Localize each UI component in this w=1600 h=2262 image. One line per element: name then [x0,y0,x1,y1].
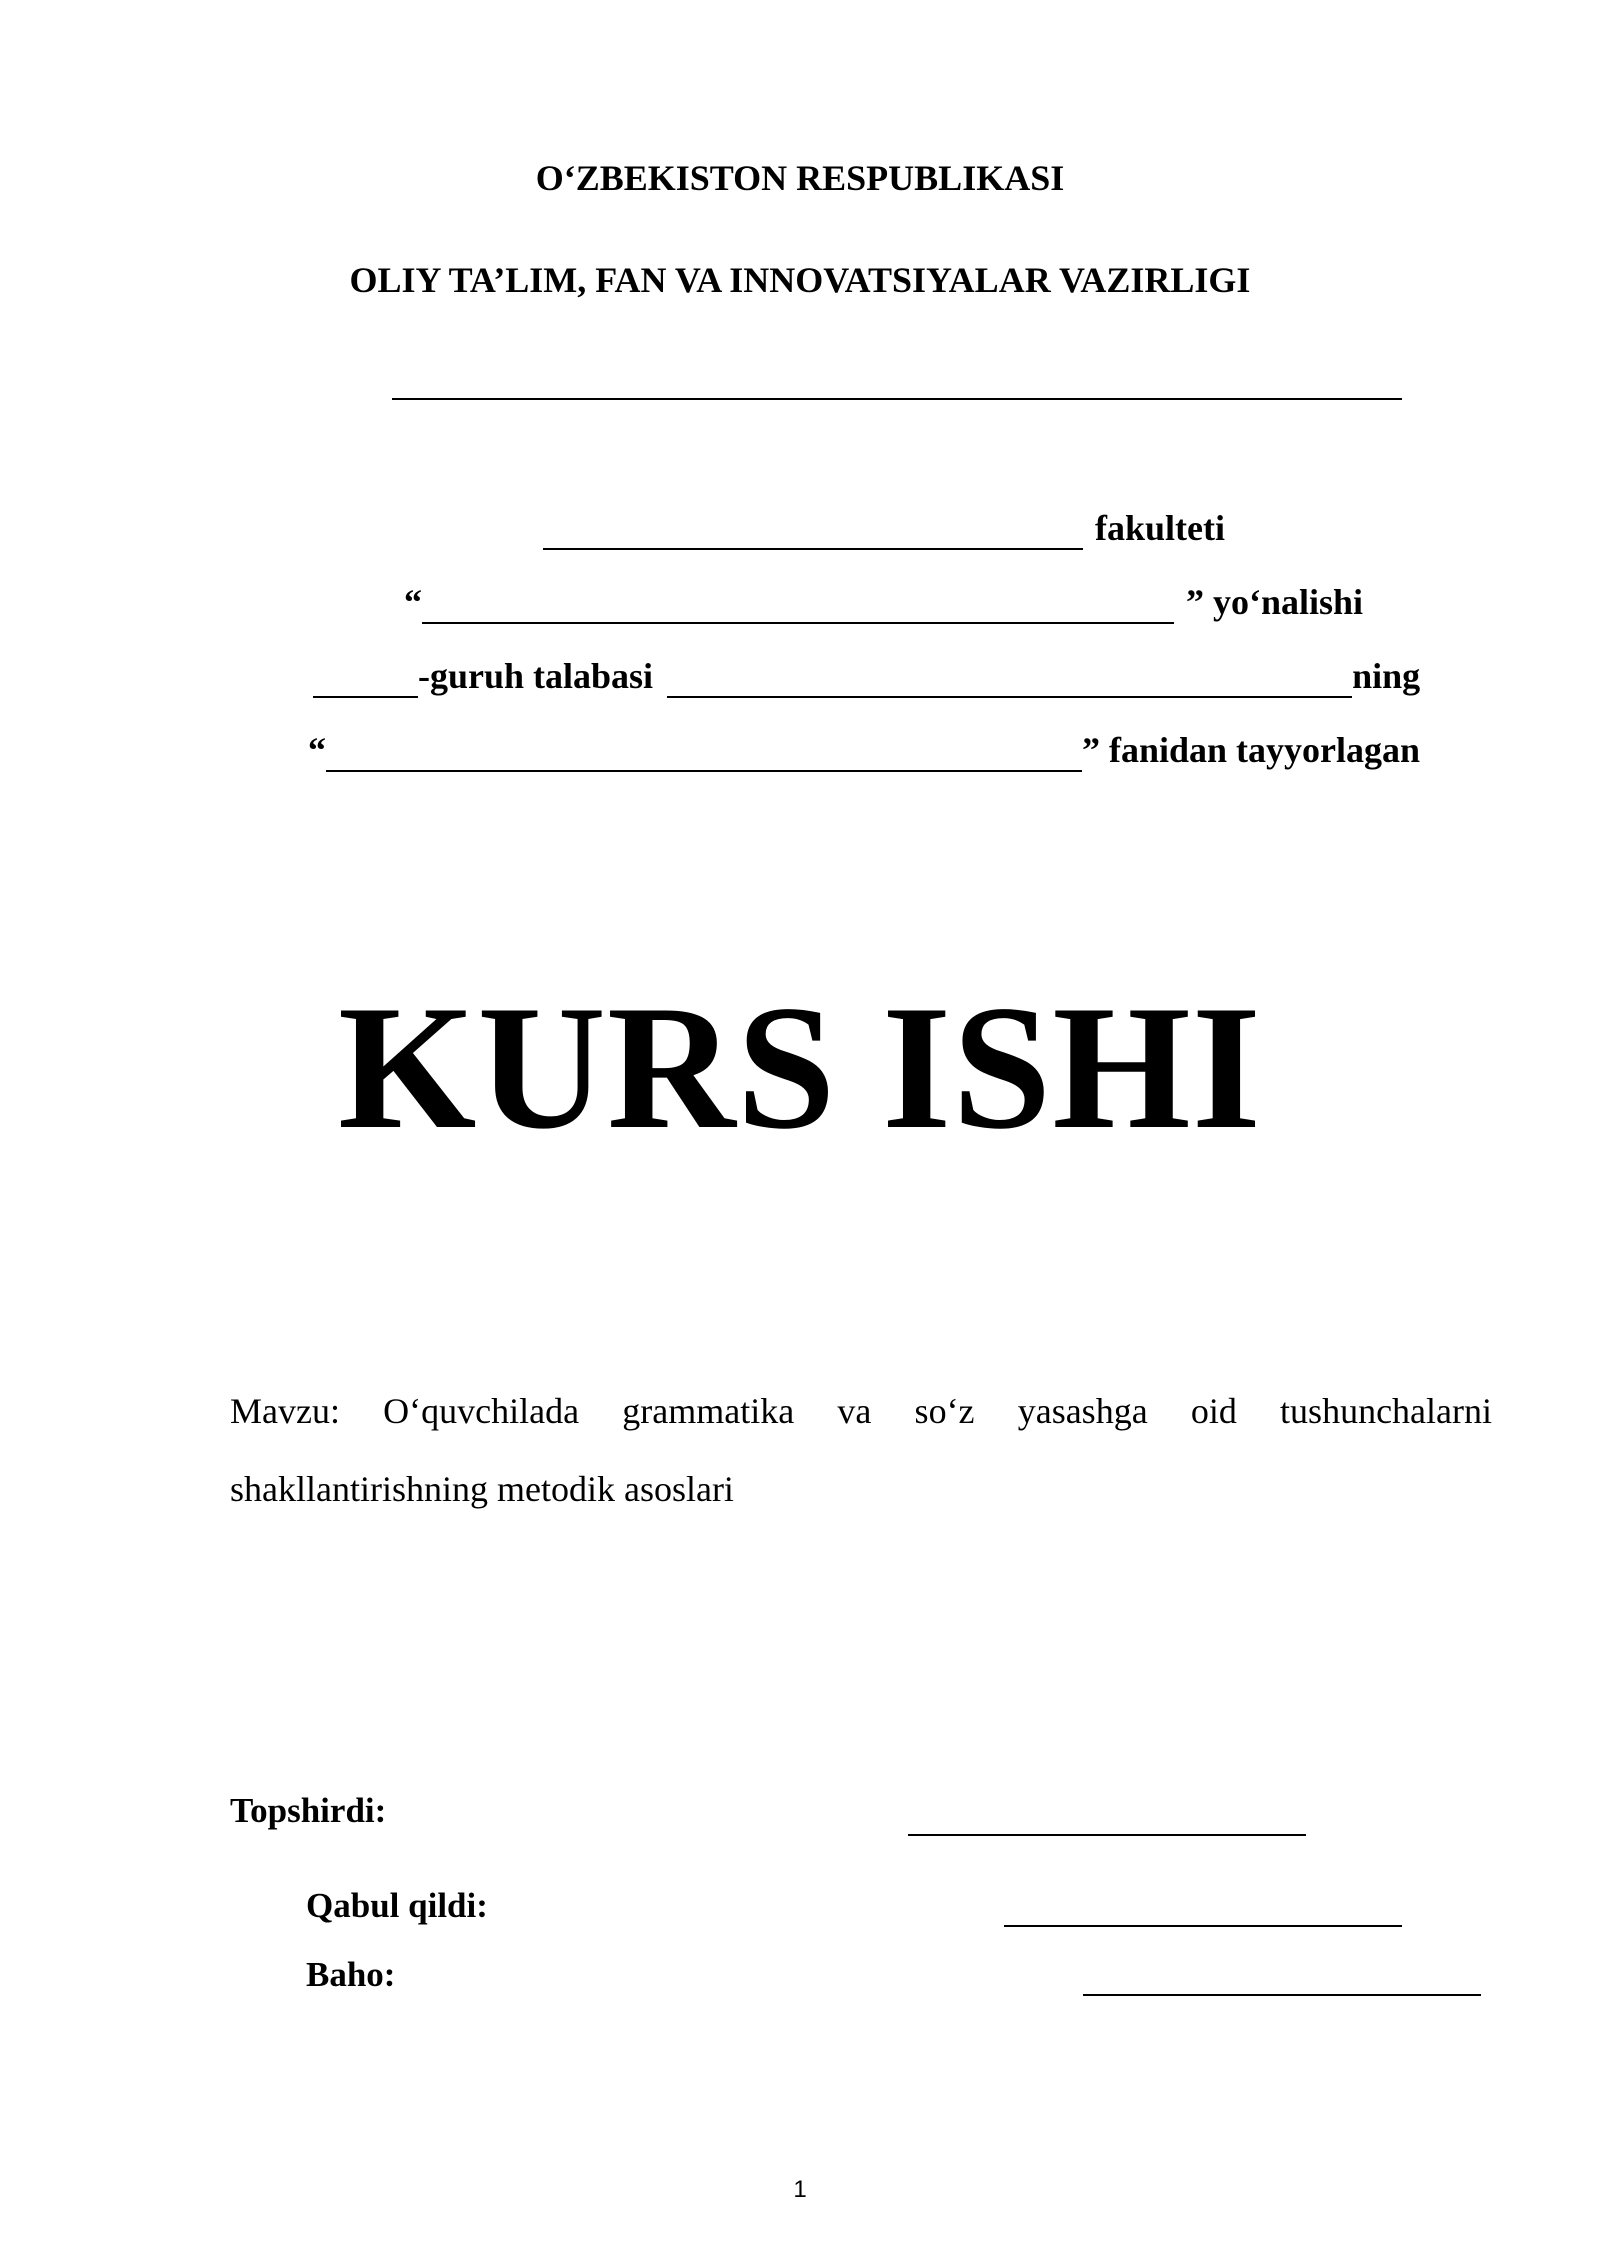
accepted-label: Qabul qildi: [306,1886,488,1925]
group-label: -guruh talabasi [418,656,654,696]
direction-open-quote: “ [404,582,422,622]
grade-label: Baho: [306,1955,396,1994]
subject-label: ” fanidan tayyorlagan [1082,730,1421,770]
subject-line [308,728,1420,772]
institution-blank-line [392,398,1402,400]
accepted-signature-line [1004,1925,1402,1927]
faculty-blank [543,514,1083,550]
ministry-heading: OLIY TA’LIM, FAN VA INNOVATSIYALAR VAZIRLIGI [349,260,1251,300]
student-name-blank [667,662,1352,698]
document-title: KURS ISHI [337,968,1263,1166]
country-heading: O‘ZBEKISTON RESPUBLIKASI [535,158,1065,198]
direction-label: ” yo‘nalishi [1186,582,1364,622]
group-blank [313,662,418,698]
faculty-line [543,506,1225,550]
student-line [313,654,1420,698]
page-number: 1 [793,2176,807,2203]
faculty-label: fakulteti [1095,508,1225,548]
submitted-signature-line [908,1834,1306,1836]
grade-line [1083,1994,1481,1996]
student-suffix: ning [1352,656,1421,696]
submitted-label: Topshirdi: [230,1791,387,1830]
subject-blank [326,736,1082,772]
direction-blank [422,588,1174,624]
topic-text: Mavzu: O‘quvchilada grammatika va so‘z yasashga oid tushunchalarni shakllantirishning metodik asoslari [230,1391,1492,1509]
subject-open-quote: “ [308,730,326,770]
direction-line [404,580,1363,624]
